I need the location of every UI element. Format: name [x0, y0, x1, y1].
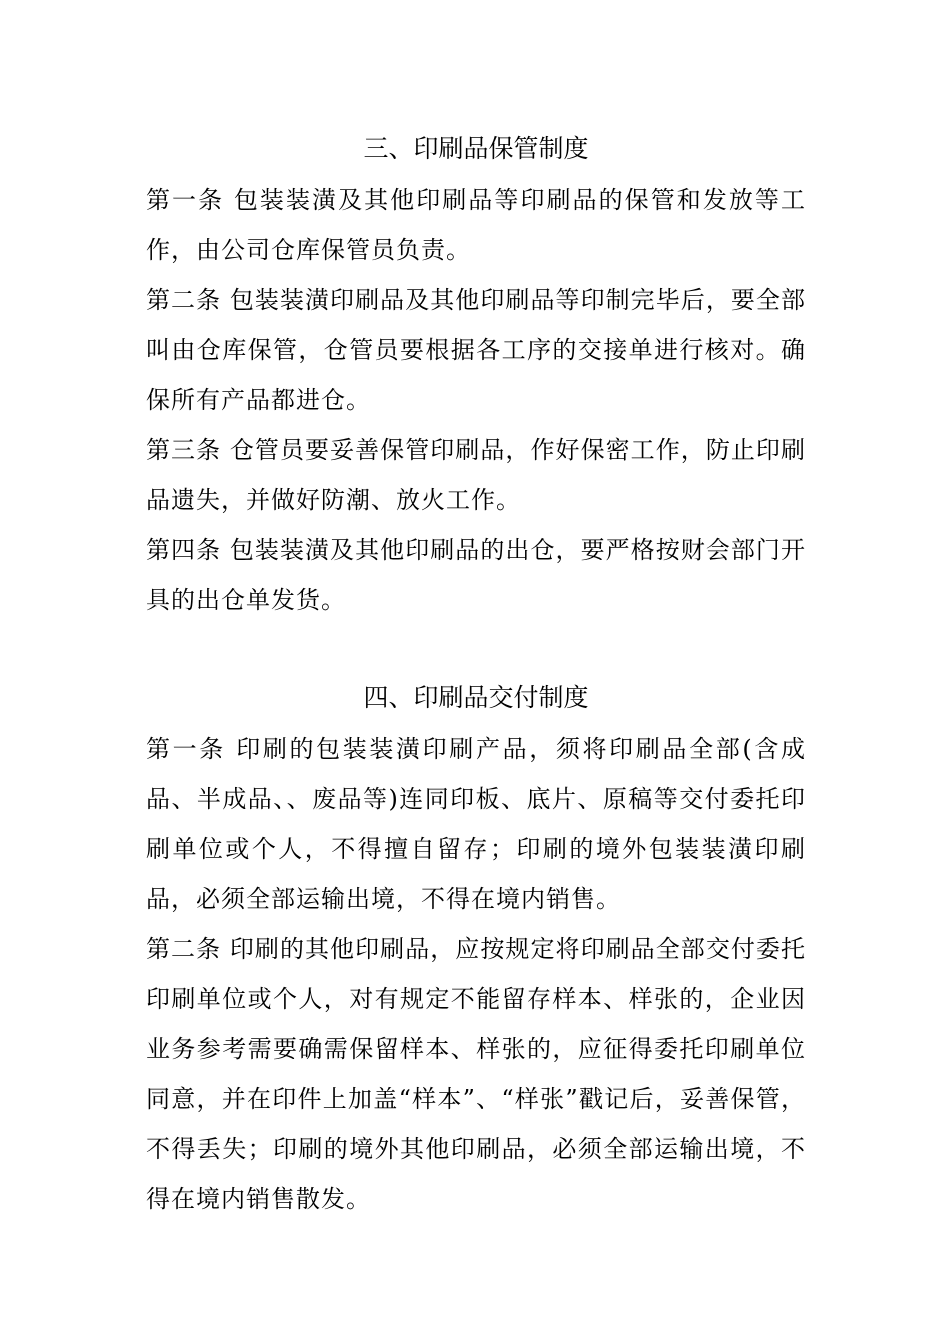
article-paragraph: 第二条 包装装潢印刷品及其他印刷品等印制完毕后，要全部叫由仓库保管，仓管员要根据各工序的交接单进行核对。确保所有产品都进仓。	[146, 286, 806, 414]
section-delivery-policy	[146, 675, 806, 1224]
section-storage-policy	[146, 126, 806, 625]
article-paragraph: 第三条 仓管员要妥善保管印刷品，作好保密工作，防止印刷品遗失，并做好防潮、放火工作。	[146, 436, 806, 514]
article-paragraph: 第一条 印刷的包装装潢印刷产品，须将印刷品全部(含成品、半成品、、废品等)连同印板、底片、原稿等交付委托印刷单位或个人，不得擅自留存；印刷的境外包装装潢印刷品，必须全部运输出境，不得在境内销售。	[146, 735, 806, 913]
section-heading: 三、印刷品保管制度	[363, 134, 589, 163]
article-paragraph: 第四条 包装装潢及其他印刷品的出仓，要严格按财会部门开具的出仓单发货。	[146, 536, 806, 614]
article-paragraph: 第二条 印刷的其他印刷品，应按规定将印刷品全部交付委托印刷单位或个人，对有规定不能留存样本、样张的，企业因业务参考需要确需保留样本、样张的，应征得委托印刷单位同意，并在印件上加盖“样本”、“样张”戳记后，妥善保管，不得丢失；印刷的境外其他印刷品，必须全部运输出境，不得在境内销售散发。	[146, 935, 806, 1213]
article-paragraph: 第一条 包装装潢及其他印刷品等印刷品的保管和发放等工作，由公司仓库保管员负责。	[146, 186, 806, 264]
section-heading: 四、印刷品交付制度	[363, 683, 589, 712]
